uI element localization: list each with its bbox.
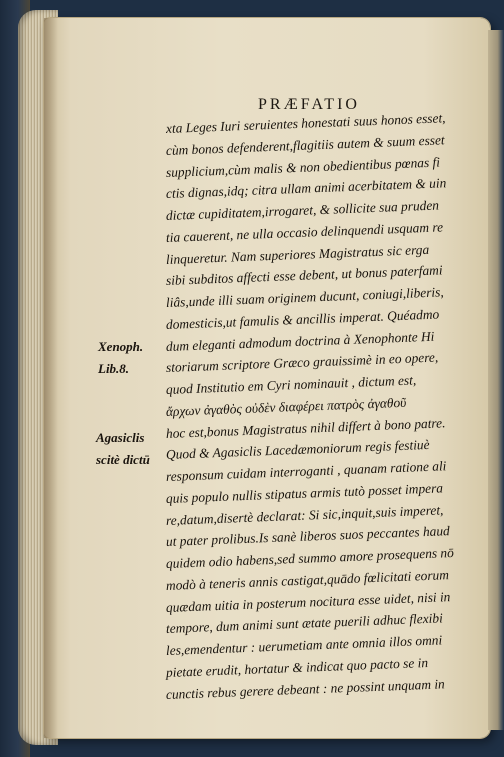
text-line: quidem odio habens,sed summo amore prosequens nō xyxy=(165,544,455,571)
text-line: responsum cuidam interroganti , quanam ratione ali xyxy=(165,458,447,484)
text-line: sibi subditos affecti esse debent, ut bonus paterfami xyxy=(165,262,443,289)
body-text xyxy=(165,110,496,705)
text-line: dictæ cupiditatem,irrogaret, & sollicite sua pruden xyxy=(165,197,440,223)
marginal-note-line: Lib.8. xyxy=(98,361,130,376)
marginal-note-line: Agasiclis xyxy=(96,430,145,445)
page-gutter-shadow xyxy=(44,18,58,738)
running-header: PRÆFATIO xyxy=(258,96,360,113)
text-line: hoc est,bonus Magistratus nihil differt à bono patre. xyxy=(165,414,446,441)
marginal-note-line: Xenoph. xyxy=(98,339,144,354)
marginal-note-line: scitè dictū xyxy=(96,452,150,467)
text-line: storiarum scriptore Græco grauissimè in eo opere, xyxy=(165,349,439,376)
text-line: les,emendentur : uerumetiam ante omnia illos omni xyxy=(165,632,443,658)
text-line: pietate erudit, hortatur & indicat quo pacto se in xyxy=(165,654,429,680)
text-line: modò à teneris annis castigat,quādo fœlicitati eorum xyxy=(165,566,450,593)
text-line: ut pater prolibus.Is sanè liberos suos peccantes haud xyxy=(165,523,450,550)
text-line: linqueretur. Nam superiores Magistratus sic erga xyxy=(165,241,430,267)
text-line: quædam uitia in posterum nocitura esse uidet, nisi in xyxy=(165,588,451,615)
text-line: xta Leges Iuri seruientes honestati suus honos esset, xyxy=(165,110,446,136)
text-line: Quod & Agasiclis Lacedæmoniorum regis festiuè xyxy=(165,437,430,463)
text-line: supplicium,cùm malis & non obedientibus pœnas fi xyxy=(165,153,441,180)
greek-text-line: ἄρχων ἀγαθὸς οὐδὲν διαφέρει πατρὸς ἀγαθοῦ xyxy=(165,394,407,419)
text-line: liâs,unde illi suam originem ducunt, coniugi,liberis, xyxy=(165,284,444,310)
text-line: quod Institutio em Cyri nominauit , dictum est, xyxy=(165,372,417,397)
text-line: dum eleganti admodum doctrina à Xenophonte Hi xyxy=(165,328,435,354)
text-line: re,datum,disertè declarat: Si sic,inquit,suis imperet, xyxy=(165,501,444,528)
text-line: cunctis rebus gerere debeant : ne possint unquam in xyxy=(165,675,445,702)
text-line: cùm bonos defenderent,flagitiis autem & suum esset xyxy=(165,132,445,158)
text-line: tia cauerent, ne ulla occasio delinquendi usquam re xyxy=(165,219,444,245)
text-line: ctis dignas,idq; citra ullam animi acerbitatem & uin xyxy=(165,175,447,202)
marginal-note-xenophon xyxy=(98,336,143,380)
text-line: tempore, dum animi sunt ætate puerili adhuc flexibi xyxy=(165,610,444,637)
text-line: quis populo nullis stipatus armis tutò posset impera xyxy=(165,480,444,506)
marginal-note-agasiclis xyxy=(96,427,150,471)
text-line: domesticis,ut famulis & ancillis imperat. Quéadmo xyxy=(165,306,440,332)
